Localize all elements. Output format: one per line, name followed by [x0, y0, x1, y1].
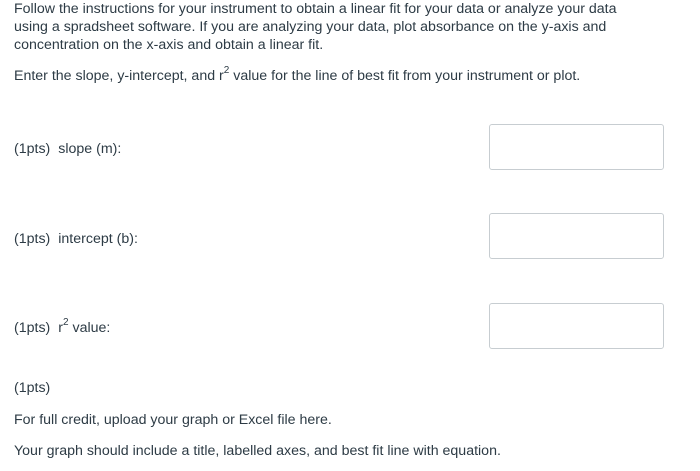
r-squared-points: (1pts) — [14, 320, 51, 336]
enter-text-start: Enter the slope, y-intercept, and r — [14, 68, 224, 84]
slope-points: (1pts) — [14, 141, 51, 157]
r-squared-label-prefix: r — [58, 320, 63, 336]
r-squared-label-sup: 2 — [63, 317, 69, 329]
slope-input[interactable] — [489, 124, 664, 170]
slope-question-label — [14, 140, 121, 158]
r-squared-input[interactable] — [489, 303, 664, 349]
intercept-input[interactable] — [489, 213, 664, 259]
intercept-points: (1pts) — [14, 231, 51, 247]
instructions-paragraph: Follow the instructions for your instrument to obtain a linear fit for your data or analyze your data using a spradsheet software. If you are analyzing your data, plot absorbance on the y-axis and concentration on the x-axis and obtain a linear fit. — [14, 1, 617, 53]
intercept-label: intercept (b): — [58, 231, 138, 247]
r-squared-label-suffix: value: — [68, 320, 111, 336]
intercept-question-label — [14, 230, 138, 248]
enter-text-end: value for the line of best fit from your instrument or plot. — [229, 68, 581, 84]
graph-requirements: Your graph should include a title, labelled axes, and best fit line with equation. — [14, 443, 501, 459]
r-squared-superscript: 2 — [223, 65, 230, 77]
upload-instruction: For full credit, upload your graph or Excel file here. — [14, 412, 332, 428]
slope-label: slope (m): — [58, 141, 122, 157]
enter-values-instruction — [14, 67, 580, 85]
upload-points: (1pts) — [14, 380, 51, 396]
r-squared-question-label — [14, 319, 110, 337]
